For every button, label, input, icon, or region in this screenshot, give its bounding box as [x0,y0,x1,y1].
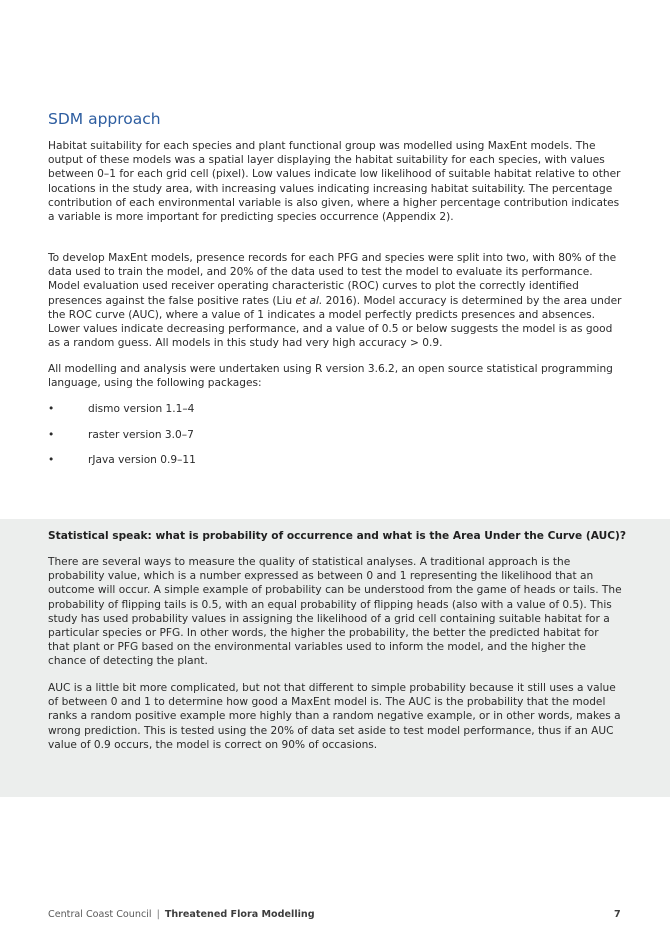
citation-et-al: et al. [295,294,323,307]
paragraph-model-evaluation-part1: To develop MaxEnt models, presence records for each PFG and species were split into two, with 80% of the data used to train the model, and 20% of the data used to test the model to evaluate its performance. Model evaluation used receiver operating characteristic (ROC) curves to plot the correctly identified presences against the false positive rates (Liu [48,252,617,307]
page-footer [48,909,315,920]
footer-organisation: Central Coast Council [48,909,152,920]
bullet-icon: • [48,428,55,441]
package-list [48,402,623,479]
paragraph-habitat-suitability: Habitat suitability for each species and plant functional group was modelled using MaxEnt models. The output of these models was a spatial layer displaying the habitat suitability for each species, with values between 0–1 for each grid cell (pixel). Low values indicate low likelihood of suitable habitat relative to other locations in the study area, with increasing values indicating increasing habitat suitability. The percentage contribution of each environmental variable is also given, where a higher percentage contribution indicates a variable is more important for predicting species occurrence (Appendix 2). [48,140,621,224]
paragraph-model-evaluation [48,251,623,350]
bullet-icon: • [48,454,55,466]
package-raster: raster version 3.0–7 [88,428,194,441]
callout-paragraph-probability: There are several ways to measure the quality of statistical analyses. A traditional approach is the probability value, which is a number expressed as between 0 and 1 representing the likelihood that an outcome will occur. A simple example of probability can be understood from the game of heads or tails. The probability of flipping tails is 0.5, with an equal probability of flipping heads (also with a value of 0.5). This study has used probability values in assigning the likelihood of a grid cell containing suitable habitat for a particular species or PFG. In other words, the higher the probability, the better the predicted habitat for that plant or PFG based on the environmental variables used to inform the model, and the higher the chance of detecting the plant. [48,556,622,668]
bullet-icon: • [48,403,55,415]
callout-heading: Statistical speak: what is probability of occurrence and what is the Area Under the Curve (AUC)? [48,530,627,542]
list-item [48,453,623,479]
paragraph-r-packages-intro: All modelling and analysis were undertaken using R version 3.6.2, an open source statistical programming language, using the following packages: [48,363,613,390]
list-item [48,402,623,428]
callout-paragraph-auc: AUC is a little bit more complicated, but not that different to simple probability because it still uses a value of between 0 and 1 to determine how good a MaxEnt model is. The AUC is the probability that the model ranks a random positive example more highly than a random negative example, or in other words, makes a wrong prediction. This is tested using the 20% of data set aside to test model performance, thus if an AUC value of 0.9 occurs, the model is correct on 90% of occasions. [48,682,621,751]
footer-separator: | [156,909,160,920]
footer-document-title: Threatened Flora Modelling [164,909,315,920]
package-dismo: dismo version 1.1–4 [88,403,195,415]
section-title: SDM approach [48,110,161,128]
list-item [48,428,623,454]
paragraph-model-evaluation-part2: 2016). Model accuracy is determined by the area under the ROC curve (AUC), where a value of 1 indicates a model perfectly predicts presences and absences. Lower values indicate decreasing performance, and a value of 0.5 or below suggests the model is as good as a random guess. All models in this study had very high accuracy > 0.9. [48,294,622,350]
page-number: 7 [614,909,621,920]
package-rjava: rJava version 0.9–11 [88,454,196,466]
